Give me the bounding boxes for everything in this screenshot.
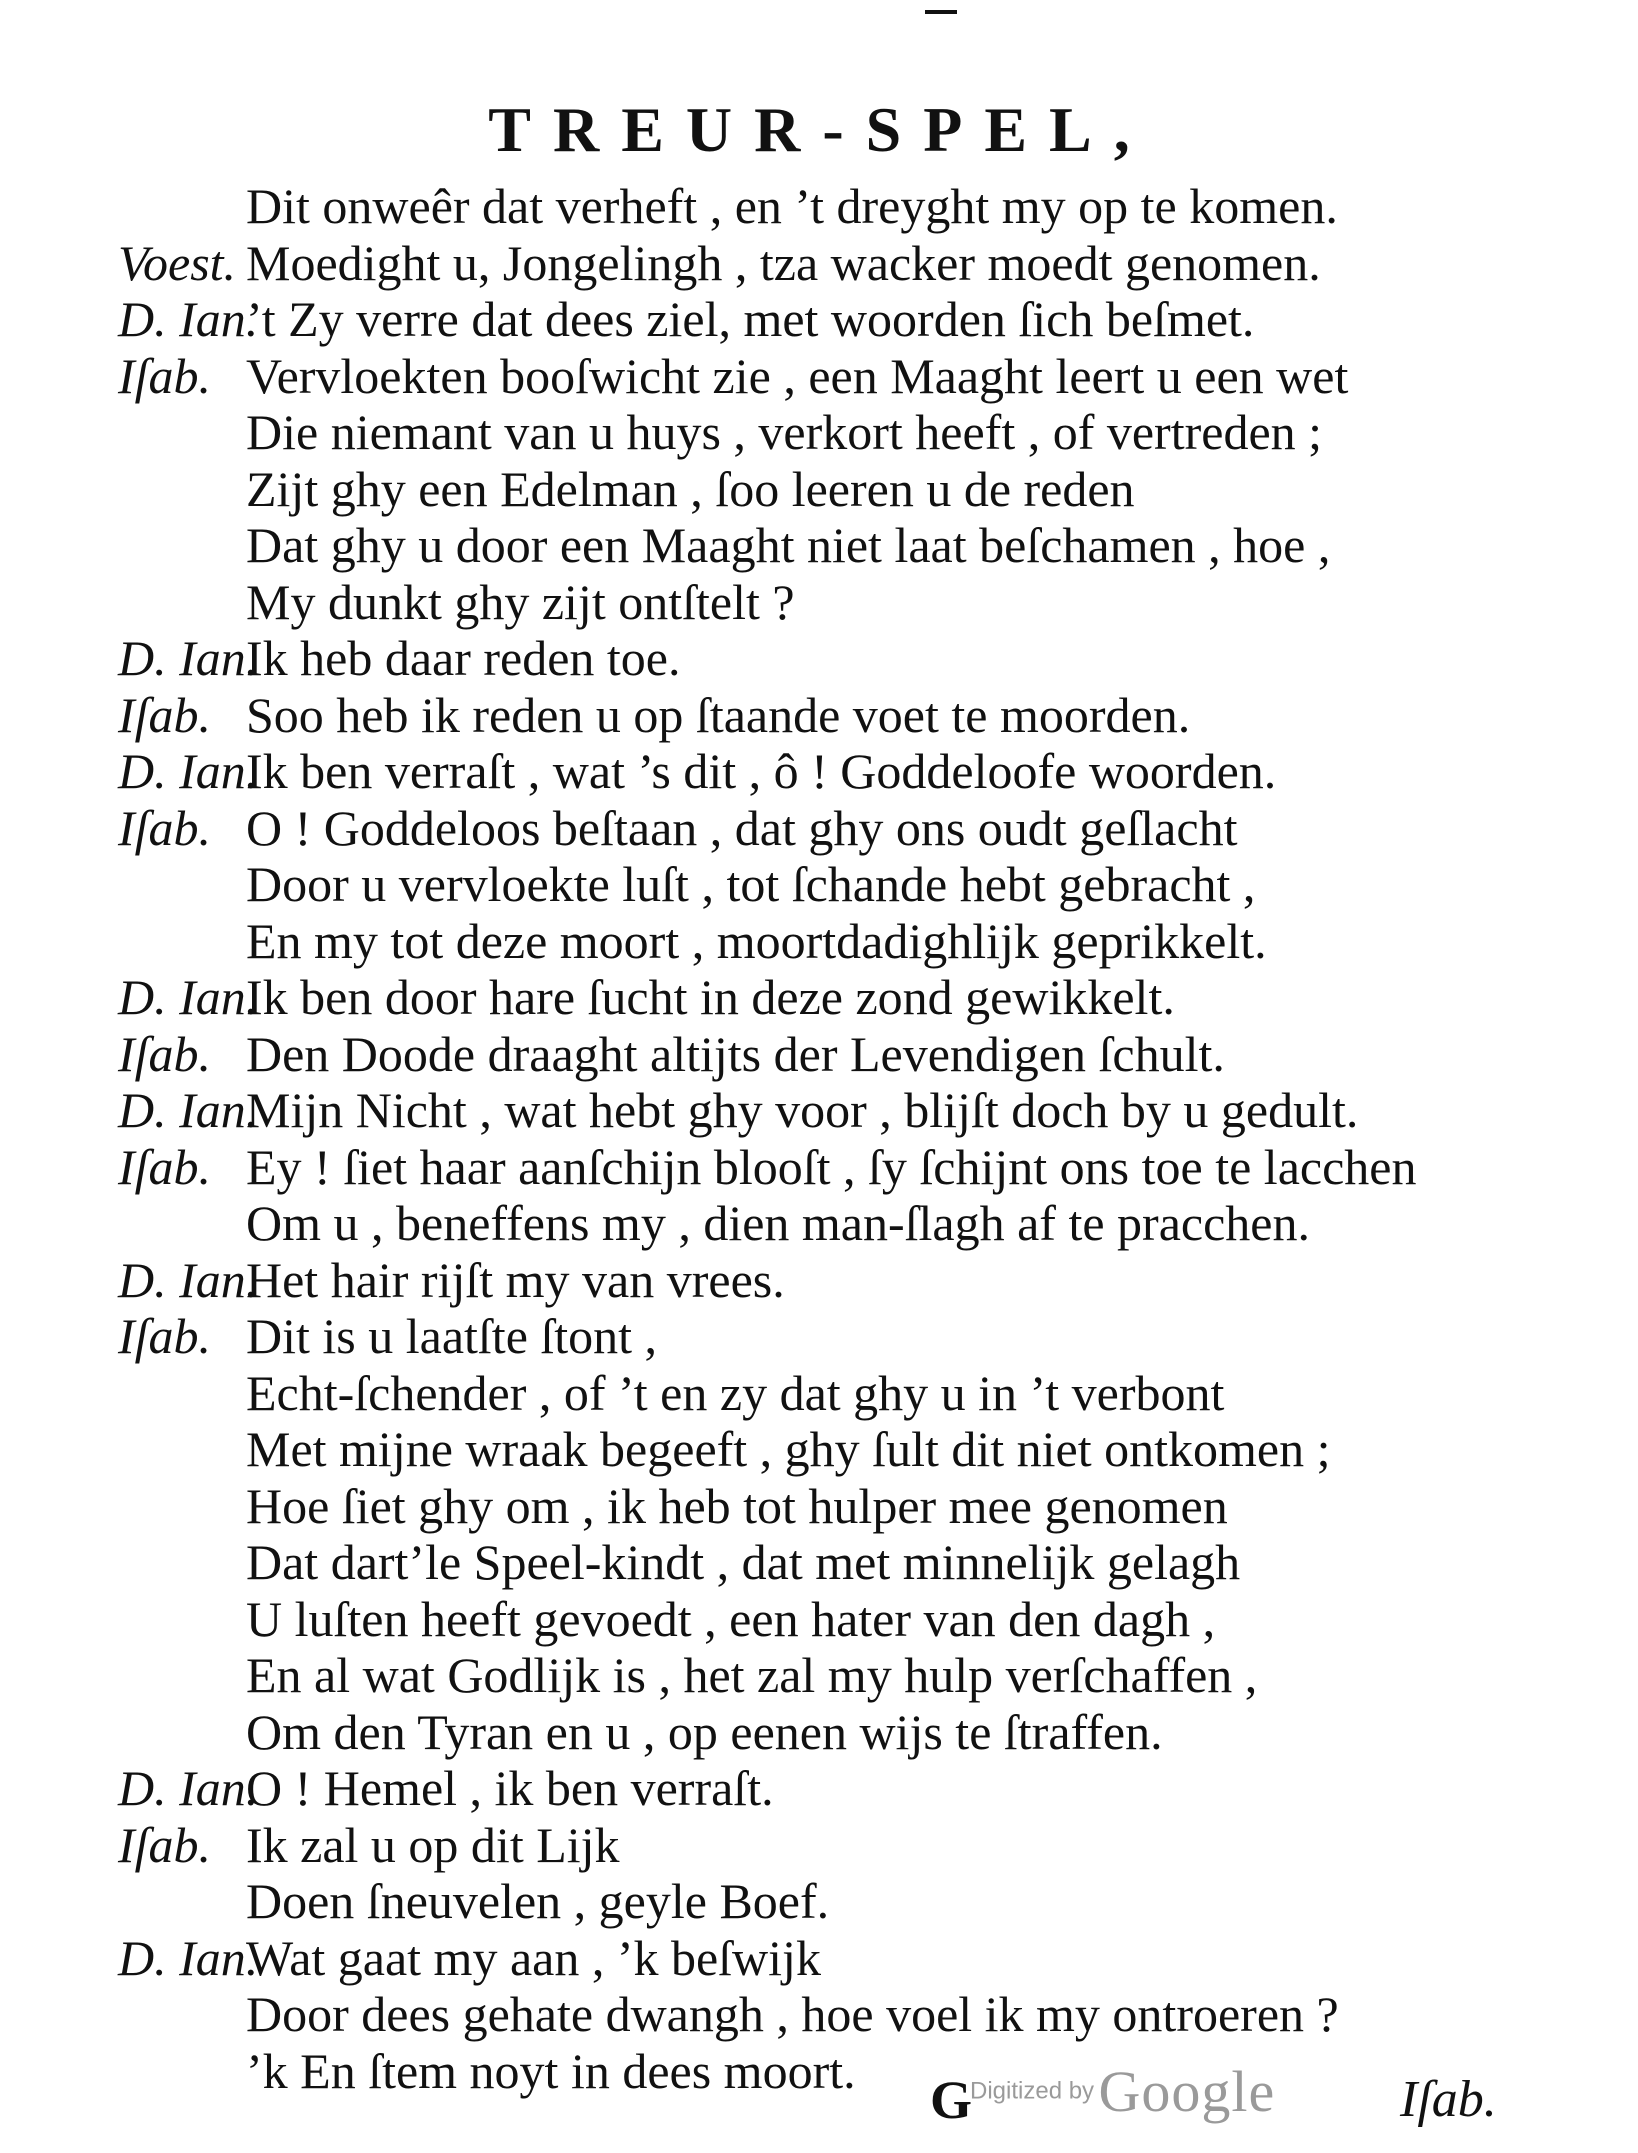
verse-line [118,461,1518,518]
verse-text: O ! Hemel , ik ben verraſt. [246,1760,774,1816]
verse-line [118,1139,1518,1196]
speaker-label: D. Ian. [118,1760,259,1816]
verse-line [118,1308,1518,1365]
speaker-label: D. Ian. [118,743,259,799]
speaker-label: Iſab. [118,1025,212,1082]
verse-line [118,856,1518,913]
signature-mark: G [930,2070,973,2130]
verse-text: Dit onweêr dat verheft , en ’t dreyght my op te komen. [246,178,1338,234]
speaker-label: Iſab. [118,1816,212,1873]
verse-line [118,1421,1518,1478]
verse-text: Die niemant van u huys , verkort heeft , of vertreden ; [246,404,1323,460]
speaker-label: D. Ian. [118,969,259,1025]
verse-line [118,1873,1518,1930]
verse-line [118,1647,1518,1704]
verse-line [118,1591,1518,1648]
verse-line [118,517,1518,574]
speaker-label: Voest. [118,234,237,291]
page-footer [0,2040,1638,2130]
verse-line [118,1986,1518,2043]
verse-line [118,1252,1518,1309]
speaker-label: D. Ian. [118,291,259,347]
verse-text: ’t Zy verre dat dees ziel, met woorden ſich beſmet. [246,291,1255,347]
verse-line [118,178,1518,235]
speaker-label: Iſab. [118,347,212,404]
verse-text: Dat dart’le Speel-kindt , dat met minnelijk gelagh [246,1534,1241,1590]
verse-text: Den Doode draaght altijts der Levendigen ſchult. [246,1025,1225,1082]
verse-text: ’k En ſtem noyt in dees moort. [246,2042,856,2099]
verse-text: Wat gaat my aan , ’k beſwijk [246,1929,821,1986]
verse-text: O ! Goddeloos beſtaan , dat ghy ons oudt geſlacht [246,799,1238,856]
verse-text: Om den Tyran en u , op eenen wijs te ſtraffen. [246,1703,1163,1760]
speaker-label: D. Ian. [118,1082,259,1138]
verse-line [118,574,1518,631]
verse-text: Door u vervloekte luſt , tot ſchande hebt gebracht , [246,856,1256,912]
speaker-label: Iſab. [118,799,212,856]
top-rule-mark [925,10,957,14]
verse-text: Echt-ſchender , of ’t en zy dat ghy u in ’t verbont [246,1364,1225,1421]
verse-text: Mijn Nicht , wat hebt ghy voor , blijſt doch by u gedult. [246,1082,1359,1138]
google-watermark: Google [1098,2059,1276,2124]
verse-text: Moedight u, Jongelingh , tza wacker moedt genomen. [246,234,1321,291]
verse-line [118,630,1518,687]
verse-text: Ik ben door hare ſucht in deze zond gewikkelt. [246,969,1175,1025]
verse-text: Door dees gehate dwangh , hoe voel ik my ontroeren ? [246,1986,1339,2042]
verse-line [118,404,1518,461]
verse-text: U luſten heeft gevoedt , een hater van den dagh , [246,1590,1216,1647]
verse-line [118,291,1518,348]
verse-line [118,743,1518,800]
verse-line [118,969,1518,1026]
verse-text: My dunkt ghy zijt ontſtelt ? [246,573,795,630]
digitized-watermark [970,2058,1275,2125]
verse-text: Ik zal u op dit Lijk [246,1816,620,1873]
catchword: Iſab. [1400,2071,1497,2128]
verse-text: Ik heb daar reden toe. [246,630,681,686]
verse-line [118,348,1518,405]
verse-line [118,800,1518,857]
speaker-label: D. Ian. [118,1251,259,1308]
speaker-label: Iſab. [118,686,212,743]
digitized-by-label: Digitized by [970,2077,1095,2105]
play-text [118,178,1518,2099]
verse-text: Doen ſneuvelen , geyle Boef. [246,1873,830,1929]
speaker-label: Iſab. [118,1138,212,1195]
speaker-label: D. Ian. [118,1929,259,1986]
speaker-label: D. Ian. [118,630,259,686]
verse-line [118,913,1518,970]
verse-text: Ik ben verraſt , wat ’s dit , ô ! Goddeloofe woorden. [246,743,1277,799]
verse-text: Met mijne wraak begeeft , ghy ſult dit niet ontkomen ; [246,1421,1331,1477]
verse-text: Ey ! ſiet haar aanſchijn blooſt , ſy ſchijnt ons toe te lacchen [246,1138,1417,1195]
verse-line [118,1704,1518,1761]
verse-line [118,1760,1518,1817]
verse-line [118,1026,1518,1083]
verse-text: En my tot deze moort , moortdadighlijk geprikkelt. [246,912,1267,969]
verse-text: En al wat Godlijk is , het zal my hulp verſchaffen , [246,1647,1258,1703]
verse-line [118,1195,1518,1252]
verse-text: Om u , beneffens my , dien man-ſlagh af te pracchen. [246,1195,1310,1251]
verse-text: Het hair rijſt my van vrees. [246,1251,785,1308]
verse-line [118,1365,1518,1422]
speaker-label: Iſab. [118,1308,212,1364]
verse-text: Zijt ghy een Edelman , ſoo leeren u de reden [246,460,1135,517]
verse-text: Vervloekten booſwicht zie , een Maaght leert u een wet [246,347,1349,404]
verse-text: Dit is u laatſte ſtont , [246,1308,658,1364]
running-head: TREUR-SPEL, [488,94,1152,165]
verse-text: Dat ghy u door een Maaght niet laat beſchamen , hoe , [246,517,1331,573]
verse-line [118,1478,1518,1535]
verse-text: Hoe ſiet ghy om , ik heb tot hulper mee genomen [246,1477,1228,1534]
verse-line [118,1534,1518,1591]
verse-line [118,687,1518,744]
verse-line [118,1817,1518,1874]
verse-line [118,1930,1518,1987]
verse-line [118,235,1518,292]
verse-line [118,1082,1518,1139]
verse-text: Soo heb ik reden u op ſtaande voet te moorden. [246,686,1191,743]
